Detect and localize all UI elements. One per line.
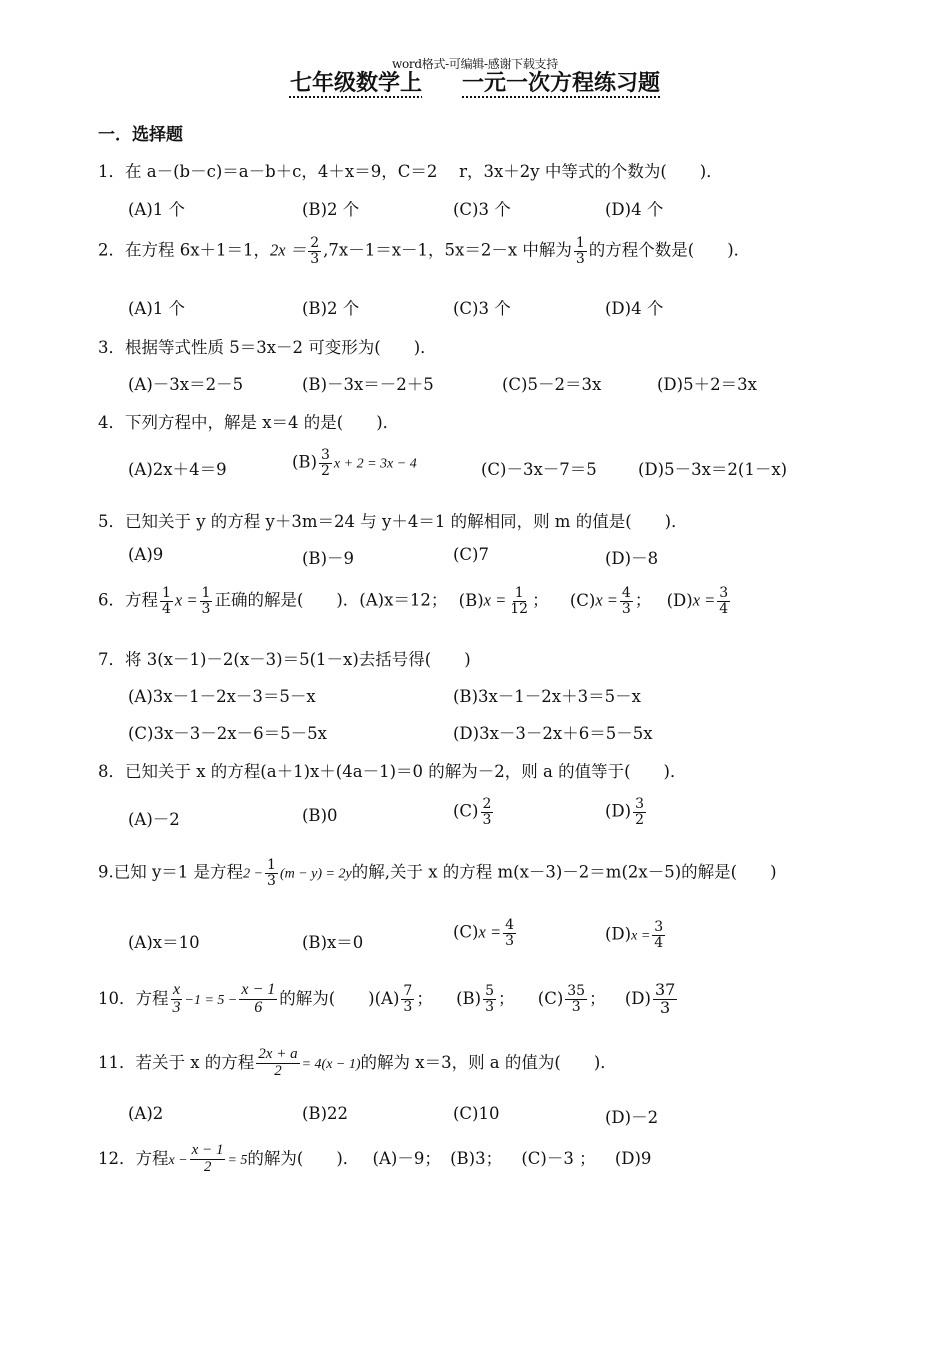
q2-option-d: (D)4 个 (605, 299, 664, 318)
q6-stem-a: 6．方程 (98, 590, 158, 610)
q4-option-b (292, 448, 417, 478)
q9-option-b: (B)x＝0 (302, 933, 364, 952)
frac-numerator: 2x + a (258, 1046, 298, 1062)
frac-numerator: 4 (621, 585, 631, 601)
q10-fraction-2 (239, 982, 277, 1017)
q6-option-c-var: x = (595, 590, 618, 610)
q7-option-a: (A)3x－1－2x－3＝5－x (128, 687, 316, 706)
q8-option-c (453, 797, 495, 827)
q9-option-c-var: x = (478, 922, 502, 942)
q9-eq-b: (m − y) = 2y (279, 866, 352, 882)
q4-option-d: (D)5－3x＝2(1－x) (638, 460, 788, 479)
frac-numerator: 3 (654, 919, 664, 935)
frac-numerator: 3 (635, 796, 645, 812)
frac-numerator: 3 (719, 585, 729, 601)
frac-denominator: 3 (310, 250, 320, 267)
q12-option-d: (D)9 (614, 1148, 652, 1168)
question-4: 4．下列方程中，解是 x＝4 的是( )． (98, 413, 400, 432)
question-6: 6．方程 $\frac{1}{4}$ x = $\frac{1}{3}$ 正确的解是( )．(A)x＝12； (B)x = $\frac{1}{12}$ ； (C)x = $\frac{4}{3}$ ； (D)x = $\frac{3}{4}$ (98, 585, 729, 617)
q10-stem-a: 10．方程 (98, 988, 169, 1008)
q6-stem-c: 正确的解是( )．(A)x＝12； (214, 590, 448, 610)
frac-numerator: 1 (514, 585, 524, 601)
q9-option-d (605, 920, 667, 950)
q5-option-a: (A)9 (128, 545, 164, 564)
q8-option-d-fraction (633, 797, 646, 827)
frac-numerator: 1 (575, 235, 585, 251)
frac-denominator: 12 (510, 600, 529, 617)
q9-option-c (453, 918, 518, 948)
question-1: 1．在 a－(b－c)＝a－b＋c，4＋x＝9，C＝2 r，3x＋2y 中等式的个数为( )． (98, 162, 723, 181)
q3-option-a: (A)－3x＝2－5 (128, 375, 244, 394)
frac-denominator: 2 (635, 811, 645, 828)
q1-option-c: (C)3 个 (453, 200, 511, 219)
q10-option-a-label: (A) (374, 988, 400, 1008)
q12-stem-a: 12．方程 (98, 1148, 169, 1168)
q3-option-b: (B)－3x＝－2＋5 (302, 375, 434, 394)
q2-stem-c: ,7x－1＝x－1，5x＝2－x 中解为 (323, 240, 572, 260)
frac-denominator: 2 (274, 1062, 282, 1079)
question-11 (98, 1047, 617, 1080)
frac-denominator: 4 (162, 600, 171, 617)
frac-denominator: 3 (505, 932, 515, 949)
question-12 (98, 1143, 651, 1176)
frac-denominator: 3 (621, 600, 631, 617)
q5-option-b: (B)－9 (302, 549, 354, 568)
q8-option-d (605, 797, 648, 827)
frac-denominator: 3 (660, 997, 671, 1017)
q9-option-a: (A)x＝10 (128, 933, 200, 952)
q1-option-b: (B)2 个 (302, 200, 360, 219)
frac-denominator: 3 (482, 811, 492, 828)
q6-option-d-fraction (717, 586, 730, 616)
q1-option-a: (A)1 个 (128, 200, 186, 219)
q11-option-c: (C)10 (453, 1104, 500, 1123)
header-note: word格式-可编辑-感谢下载支持 (392, 57, 558, 71)
q6-fraction-1 (160, 586, 173, 616)
q12-option-a: (A)－9； (372, 1148, 441, 1168)
q10-option-d-label: (D) (624, 988, 651, 1008)
q3-option-c: (C)5－2＝3x (502, 375, 602, 394)
frac-denominator: 3 (575, 250, 585, 267)
frac-denominator: 2 (321, 462, 330, 479)
q2-option-a: (A)1 个 (128, 299, 186, 318)
q5-option-c: (C)7 (453, 545, 489, 564)
q8-option-d-label: (D) (605, 801, 632, 821)
q7-option-c: (C)3x－3－2x－6＝5－5x (128, 724, 327, 743)
q4-option-b-label: (B) (292, 452, 317, 472)
q6-option-b-var: x = (483, 590, 507, 610)
frac-numerator: 7 (403, 983, 413, 1000)
q10-stem-b: 的解为( ) (279, 988, 375, 1008)
frac-numerator: 1 (267, 857, 276, 873)
q9-fraction (265, 858, 278, 888)
frac-numerator: x (172, 981, 181, 998)
q9-option-d-fraction (652, 920, 665, 950)
q2-stem-d: 的方程个数是( )． (588, 240, 751, 260)
q9-option-c-label: (C) (453, 922, 479, 942)
q11-option-d: (D)－2 (605, 1108, 659, 1127)
q8-option-a: (A)－2 (128, 810, 180, 829)
q4-option-b-fraction (319, 448, 332, 478)
frac-numerator: x − 1 (191, 1142, 224, 1158)
q11-fraction (256, 1047, 299, 1080)
q11-stem-a: 11．若关于 x 的方程 (98, 1052, 255, 1072)
frac-numerator: 35 (567, 983, 586, 1000)
frac-numerator: 2 (482, 796, 492, 812)
frac-numerator: 37 (654, 980, 676, 999)
frac-denominator: 3 (571, 998, 581, 1015)
page-title (0, 66, 950, 97)
frac-numerator: 5 (485, 983, 495, 1000)
q5-option-d: (D)－8 (605, 549, 659, 568)
frac-denominator: 4 (719, 600, 729, 617)
question-7: 7．将 3(x－1)－2(x－3)＝5(1－x)去括号得( ) (98, 650, 471, 669)
q2-eq: 2x ＝ (270, 240, 307, 260)
question-2 (98, 236, 750, 266)
q2-option-b: (B)2 个 (302, 299, 360, 318)
q2-stem-a: 2．在方程 6x＋1＝1， (98, 240, 271, 260)
q12-eq-a: x − (168, 1152, 188, 1168)
frac-denominator: 3 (267, 872, 276, 889)
q6-eq: x = (174, 590, 198, 610)
frac-denominator: 2 (203, 1158, 212, 1175)
q2-fraction-2 (574, 236, 587, 266)
q10-option-a-fraction (401, 984, 414, 1014)
q12-option-c: (C)－3 ； (521, 1148, 596, 1168)
q2-option-c: (C)3 个 (453, 299, 511, 318)
frac-denominator: 3 (172, 998, 181, 1016)
q12-fraction (190, 1143, 226, 1176)
frac-numerator: 2 (310, 235, 320, 251)
q6-fraction-2 (200, 586, 213, 616)
q4-option-a: (A)2x＋4＝9 (128, 460, 227, 479)
q12-option-b: (B)3； (450, 1148, 503, 1168)
frac-denominator: 3 (485, 998, 495, 1015)
q12-eq-b: = 5 (227, 1152, 248, 1168)
q4-option-b-eq: x + 2 = 3x − 4 (333, 456, 417, 472)
q9-option-d-label: (D) (605, 924, 632, 944)
frac-denominator: 3 (403, 998, 413, 1015)
frac-numerator: 3 (321, 447, 330, 463)
q8-option-c-label: (C) (453, 801, 479, 821)
q10-option-c-label: (C) (537, 988, 564, 1008)
frac-numerator: 1 (201, 585, 211, 601)
q6-option-b-fraction (508, 586, 530, 616)
q11-stem-b: 的解为 x＝3，则 a 的值为( )． (360, 1052, 617, 1072)
question-5: 5．已知关于 y 的方程 y＋3m＝24 与 y＋4＝1 的解相同，则 m 的值是( )． (98, 512, 688, 531)
question-3: 3．根据等式性质 5＝3x－2 可变形为( )． (98, 338, 437, 357)
q9-option-c-fraction (503, 918, 516, 948)
q9-option-d-var: x = (631, 928, 651, 944)
title-right: 一元一次方程练习题 (462, 71, 661, 96)
q4-option-c: (C)－3x－7＝5 (481, 460, 597, 479)
q1-option-d: (D)4 个 (605, 200, 664, 219)
frac-numerator: 4 (505, 917, 515, 933)
q11-option-b: (B)22 (302, 1104, 348, 1123)
q7-option-b: (B)3x－1－2x＋3＝5－x (453, 687, 641, 706)
q8-option-b: (B)0 (302, 806, 338, 825)
q10-fraction-1 (171, 982, 183, 1017)
q6-option-d-var: x = (692, 590, 716, 610)
question-9 (98, 858, 777, 888)
q9-eq-a: 2 − (243, 866, 264, 882)
q11-eq: = 4(x − 1) (301, 1056, 361, 1072)
q6-option-b-label: (B) (458, 590, 484, 610)
q6-option-c-fraction (620, 586, 633, 616)
frac-denominator: 4 (654, 934, 664, 951)
frac-denominator: 3 (201, 600, 211, 617)
q3-option-d: (D)5＋2＝3x (657, 375, 757, 394)
q2-fraction-1 (308, 236, 321, 266)
q10-option-c-fraction (565, 984, 587, 1014)
section-heading: 一．选择题 (98, 125, 183, 145)
frac-numerator: x − 1 (241, 981, 276, 998)
q10-option-d-fraction (653, 982, 677, 1017)
q9-stem-b: 的解,关于 x 的方程 m(x－3)－2＝m(2x－5)的解是( ) (351, 862, 777, 882)
question-8: 8．已知关于 x 的方程(a＋1)x＋(4a－1)＝0 的解为－2，则 a 的值等于( )． (98, 762, 687, 781)
q10-option-b-fraction (483, 984, 496, 1014)
title-left: 七年级数学上 (289, 71, 422, 96)
frac-numerator: 1 (162, 585, 171, 601)
q11-option-a: (A)2 (128, 1104, 164, 1123)
q9-stem-a: 9.已知 y＝1 是方程 (98, 862, 244, 882)
q8-option-c-fraction (481, 797, 494, 827)
frac-denominator: 6 (254, 998, 263, 1016)
q6-option-d-label: (D) (666, 590, 693, 610)
q10-eq: −1 = 5 − (184, 992, 238, 1008)
q10-option-b-label: (B) (456, 988, 482, 1008)
question-10: 10．方程 $\frac{x}{3}$ −1 = 5 − $\frac{x - 1}{6}$ 的解为( )(A) $\frac{7}{3}$ ； (B) $\frac{5}{3}$ ； (C) $\frac{35}{3}$ ； (D) $\frac{37}{3}$ (98, 980, 676, 1017)
q7-option-d: (D)3x－3－2x＋6＝5－5x (453, 724, 653, 743)
q6-option-c-label: (C) (569, 590, 596, 610)
q12-stem-b: 的解为( )． (247, 1148, 360, 1168)
